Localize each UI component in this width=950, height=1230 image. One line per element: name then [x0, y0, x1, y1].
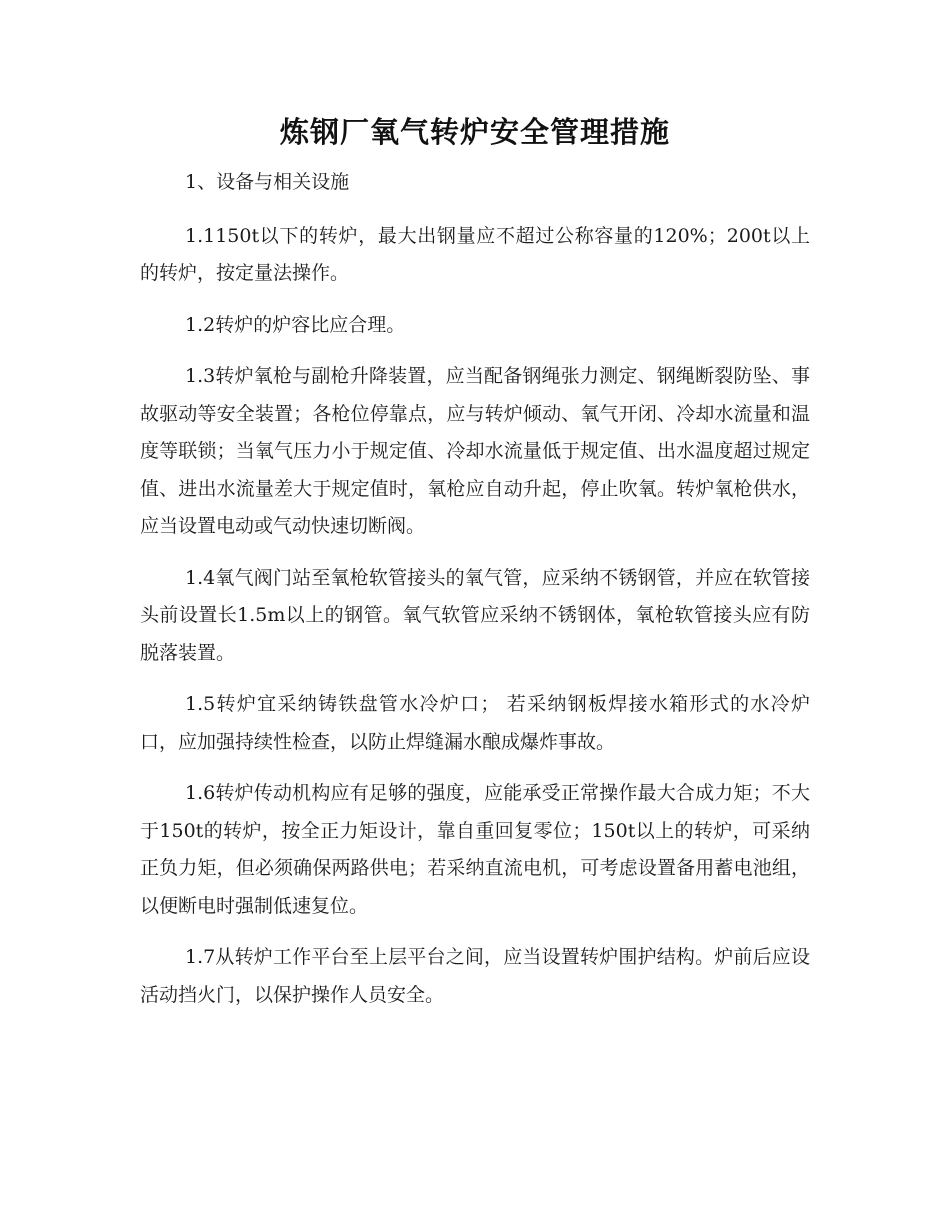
section-heading: 1、设备与相关设施: [185, 171, 350, 193]
paragraph-1-7: 1.7从转炉工作平台至上层平台之间，应当设置转炉围护结构。炉前后应设活动挡火门，以保护操作人员安全。: [140, 946, 810, 1006]
document-body: [140, 164, 810, 1028]
paragraph-1-6: 1.6转炉传动机构应有足够的强度，应能承受正常操作最大合成力矩；不大于150t的转炉，按全正力矩设计，靠自重回复零位；150t以上的转炉，可采纳正负力矩，但必须确保两路供电；若采纳直流电机，可考虑设置备用蓄电池组，以便断电时强制低速复位。: [140, 782, 810, 917]
document-title: 炼钢厂氧气转炉安全管理措施: [279, 115, 670, 149]
paragraph-1-4: 1.4氧气阀门站至氧枪软管接头的氧气管，应采纳不锈钢管，并应在软管接头前设置长1.5m以上的钢管。氧气软管应采纳不锈钢体，氧枪软管接头应有防脱落装置。: [140, 566, 810, 664]
paragraph-1-5: 1.5转炉宜采纳铸铁盘管水冷炉口； 若采纳钢板焊接水箱形式的水冷炉口，应加强持续性检查，以防止焊缝漏水酿成爆炸事故。: [140, 693, 810, 753]
paragraph-1-1: 1.1150t以下的转炉，最大出钢量应不超过公称容量的120%；200t以上的转炉，按定量法操作。: [140, 224, 810, 284]
paragraph-1-2: 1.2转炉的炉容比应合理。: [185, 313, 406, 336]
paragraph-1-3: 1.3转炉氧枪与副枪升降装置，应当配备钢绳张力测定、钢绳断裂防坠、事故驱动等安全装置；各枪位停靠点，应与转炉倾动、氧气开闭、冷却水流量和温度等联锁；当氧气压力小于规定值、冷却水流量低于规定值、出水温度超过规定值、进出水流量差大于规定值时，氧枪应自动升起，停止吹氧。转炉氧枪供水，应当设置电动或气动快速切断阀。: [140, 365, 810, 537]
